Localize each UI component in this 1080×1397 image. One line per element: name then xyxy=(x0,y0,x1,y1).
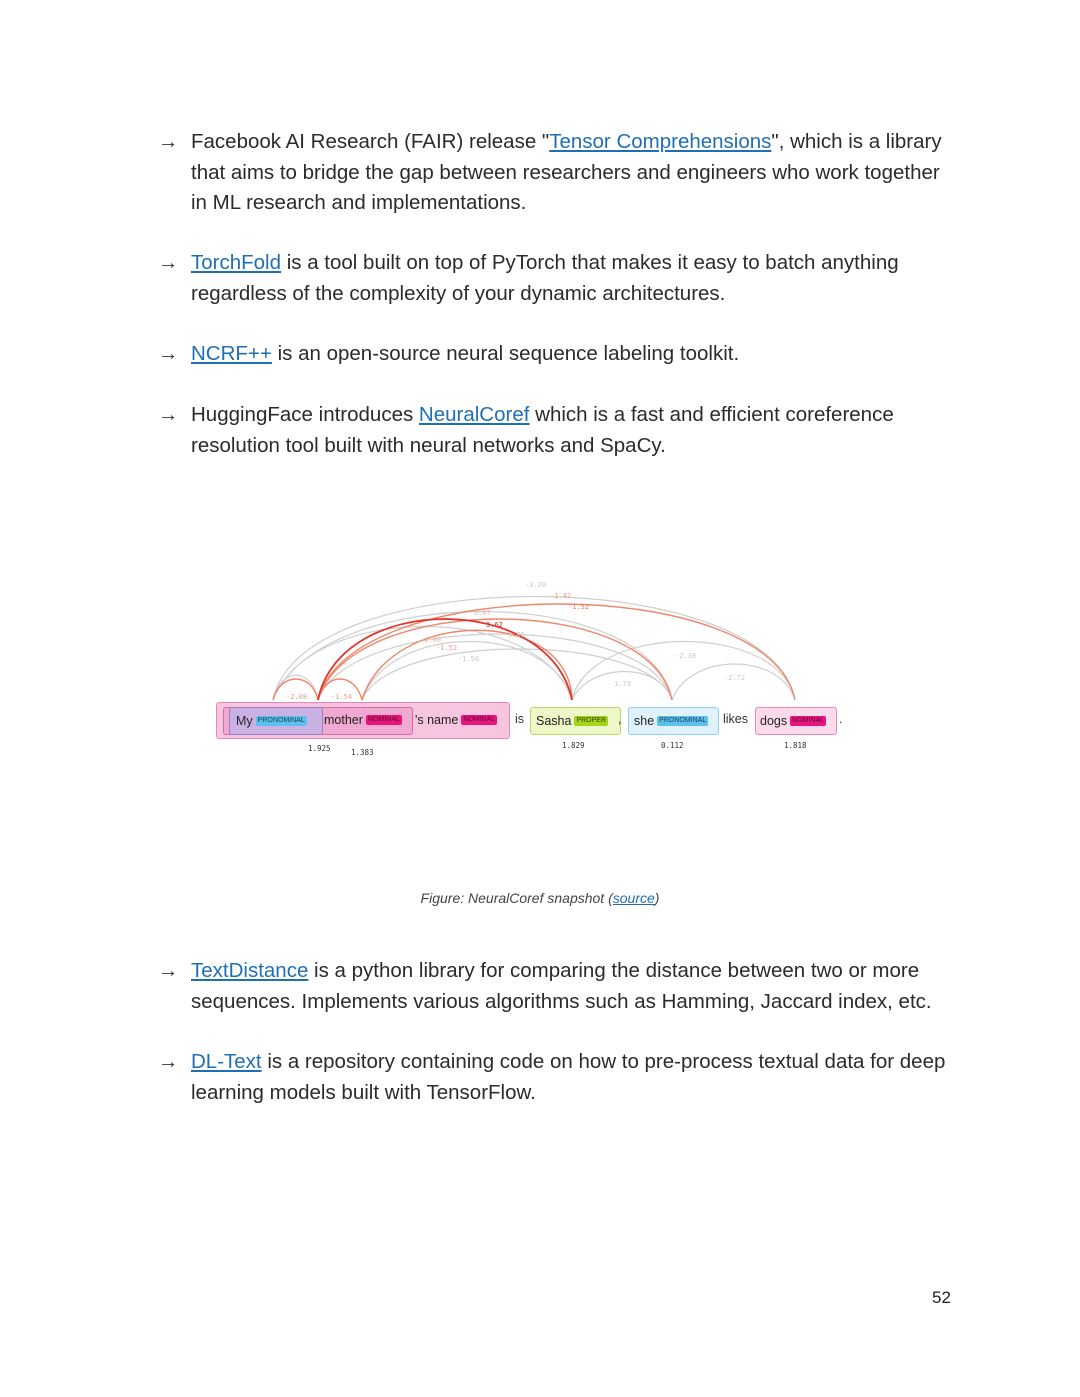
arrow-right-icon: → xyxy=(158,1050,179,1073)
arc xyxy=(362,649,672,700)
link-torchfold[interactable]: TorchFold xyxy=(191,251,282,274)
tag-nominal: NOMINAL xyxy=(367,715,400,723)
arrow-right-icon: → xyxy=(158,342,179,365)
caption-source-link[interactable]: source xyxy=(612,890,655,906)
tag-proper: PROPER xyxy=(576,716,607,724)
list-item-text: NCRF++ is an open-source neural sequence labeling toolkit. xyxy=(191,342,740,365)
arrow-right-icon: → xyxy=(158,251,179,274)
page-number: 52 xyxy=(932,1288,951,1307)
tag-pronominal: PRONOMINAL xyxy=(659,716,707,724)
token-sasha: Sasha PROPER xyxy=(530,707,621,735)
mention-score: 1.383 xyxy=(351,748,374,757)
token-is: is xyxy=(515,712,525,726)
arc-label: -1.42 xyxy=(550,592,572,600)
token-likes: likes xyxy=(723,712,749,726)
arc-label: -1.54 xyxy=(331,693,353,701)
token-name: 's name NOMINAL xyxy=(415,713,496,727)
arc-label: -2.30 xyxy=(675,652,697,660)
arrow-right-icon: → xyxy=(158,403,179,426)
list-item-text: TorchFold is a tool built on top of PyTorch that makes it easy to batch anything regardless of the complexity of your dynamic architectures. xyxy=(191,251,899,305)
list-item-text: Facebook AI Research (FAIR) release "Tensor Comprehensions", which is a library that aims to bridge the gap between researchers and engineers who work together in ML research and implementations. xyxy=(191,130,942,214)
mention-score: 0.112 xyxy=(661,741,684,750)
mention-score: 1.829 xyxy=(562,741,585,750)
list-item xyxy=(158,339,958,370)
arc xyxy=(362,630,572,700)
mention-score: 1.818 xyxy=(784,741,807,750)
list-item xyxy=(158,1047,958,1108)
list-item-text: TextDistance is a python library for comparing the distance between two or more sequences. Implements various algorithms such as Hamming, Jaccard index, etc. xyxy=(191,959,932,1013)
token-period: . xyxy=(839,712,843,726)
token-comma: , xyxy=(618,712,622,726)
list-item-text: DL-Text is a repository containing code on how to pre-process textual data for deep learning models built with TensorFlow. xyxy=(191,1050,946,1104)
arc-label: -3.20 xyxy=(525,581,547,589)
arc-label: -1.50 xyxy=(458,655,480,663)
list-item xyxy=(158,400,958,461)
list-item-text: HuggingFace introduces NeuralCoref which is a fast and efficient coreference resolution tool built with neural networks and SpaCy. xyxy=(191,403,894,457)
coref-arcs xyxy=(210,572,850,772)
arc-label: -2.08 xyxy=(286,693,308,701)
tag-nominal: NOMINAL xyxy=(463,715,496,723)
link-dl-text[interactable]: DL-Text xyxy=(191,1050,262,1073)
tag-pronominal: PRONOMINAL xyxy=(257,716,305,724)
list-item xyxy=(158,248,958,309)
token-dogs: dogs NOMINAL xyxy=(755,707,837,735)
arc-label: 0.67 xyxy=(474,609,491,617)
neuralcoref-figure xyxy=(210,572,850,772)
link-ncrf[interactable]: NCRF++ xyxy=(191,342,272,365)
arrow-right-icon: → xyxy=(158,130,179,153)
tag-nominal: NOMINAL xyxy=(792,716,825,724)
mention-score: 1.925 xyxy=(308,744,331,753)
arc-label: -2.72 xyxy=(724,674,746,682)
figure-caption: Figure: NeuralCoref snapshot (source) xyxy=(420,890,660,906)
arc-label: 1.73 xyxy=(614,680,631,688)
token-she: she PRONOMINAL xyxy=(628,707,719,735)
arc-label: -1.52 xyxy=(436,644,458,652)
arc-label: -1.52 xyxy=(568,603,590,611)
arc-label: -1.00 xyxy=(420,636,442,644)
token-mother: mother NOMINAL xyxy=(324,713,400,727)
link-neuralcoref[interactable]: NeuralCoref xyxy=(418,403,530,426)
arc-label: 3.62 xyxy=(486,621,503,629)
link-textdistance[interactable]: TextDistance xyxy=(191,959,309,982)
link-tensor-comprehensions[interactable]: Tensor Comprehensions xyxy=(549,130,772,153)
arc-label: 1.89 xyxy=(508,631,525,639)
list-item xyxy=(158,127,958,219)
token-my: My PRONOMINAL xyxy=(229,707,323,735)
list-item xyxy=(158,956,958,1017)
arrow-right-icon: → xyxy=(158,959,179,982)
